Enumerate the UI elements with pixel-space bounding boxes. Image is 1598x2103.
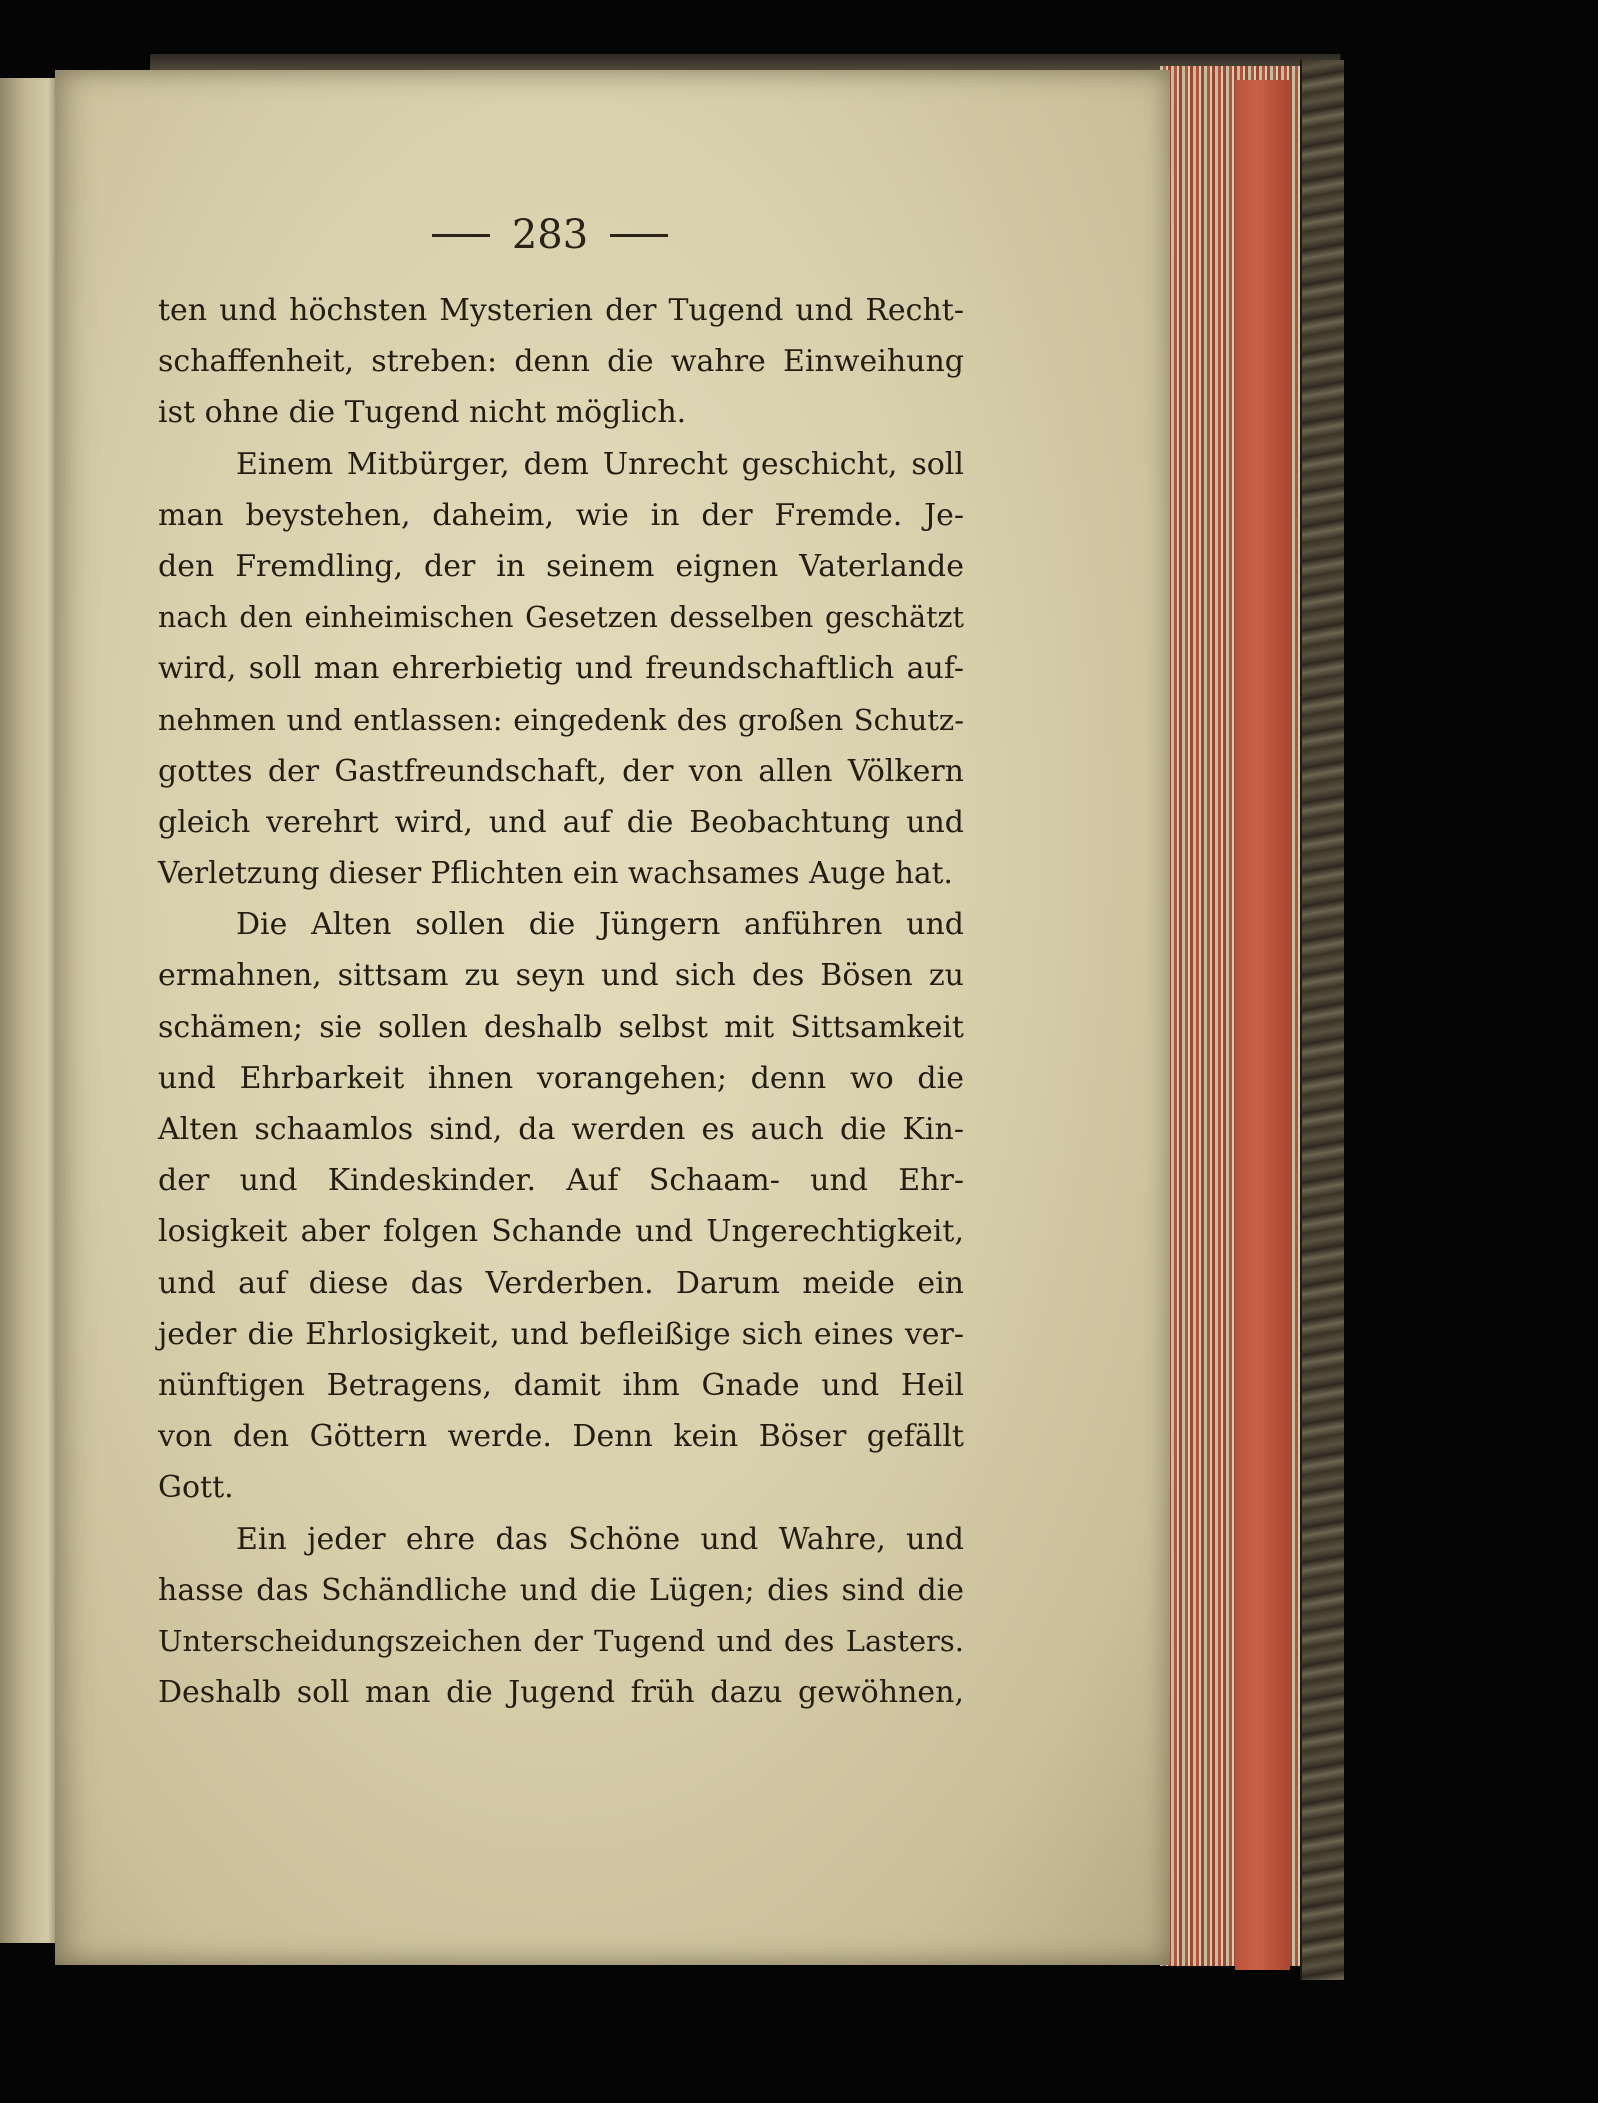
text-line: wird, soll man ehrerbietig und freundschaftlich auf- — [158, 651, 964, 687]
text-line: ist ohne die Tugend nicht möglich. — [158, 395, 687, 431]
header-dash-right — [610, 234, 668, 237]
text-line: Unterscheidungszeichen der Tugend und des Lasters. — [158, 1623, 964, 1658]
text-line: losigkeit aber folgen Schande und Ungerechtigkeit, — [158, 1214, 964, 1250]
page-header — [430, 205, 670, 265]
text-line: ermahnen, sittsam zu seyn und sich des Bösen zu — [158, 958, 964, 994]
text-line: jeder die Ehrlosigkeit, und befleißige sich eines ver- — [158, 1316, 964, 1352]
text-line: Alten schaamlos sind, da werden es auch die Kin- — [158, 1112, 964, 1147]
text-line: Die Alten sollen die Jüngern anführen und — [236, 907, 964, 943]
text-line: ten und höchsten Mysterien der Tugend und Recht- — [158, 293, 964, 328]
marbled-cover-board — [1300, 60, 1344, 1980]
text-line: man beystehen, daheim, wie in der Fremde. Je- — [158, 497, 964, 533]
text-line: hasse das Schändliche und die Lügen; dies sind die — [158, 1572, 964, 1608]
text-line: nehmen und entlassen: eingedenk des großen Schutz- — [158, 702, 964, 737]
text-line: schämen; sie sollen deshalb selbst mit Sittsamkeit — [158, 1009, 964, 1045]
text-line: schaffenheit, streben: denn die wahre Einweihung — [158, 344, 964, 380]
header-dash-left — [432, 234, 490, 237]
text-line: und auf diese das Verderben. Darum meide ein — [158, 1265, 964, 1301]
text-line: der und Kindeskinder. Auf Schaam- und Ehr- — [158, 1163, 964, 1199]
text-line: Einem Mitbürger, dem Unrecht geschicht, soll — [236, 446, 964, 482]
text-line: Ein jeder ehre das Schöne und Wahre, und — [236, 1521, 964, 1557]
text-line: gleich verehrt wird, und auf die Beobachtung und — [158, 804, 964, 840]
body-text — [158, 285, 964, 1718]
text-line: den Fremdling, der in seinem eignen Vaterlande — [158, 548, 964, 584]
text-line: gottes der Gastfreundschaft, der von allen Völkern — [158, 753, 964, 789]
text-line: Verletzung dieser Pflichten ein wachsames Auge hat. — [158, 856, 953, 891]
text-line: von den Göttern werde. Denn kein Böser gefällt — [158, 1419, 964, 1455]
page-number: 283 — [511, 212, 589, 258]
text-line: nach den einheimischen Gesetzen desselben geschätzt — [158, 601, 964, 635]
red-page-edges — [1235, 80, 1290, 1970]
text-line: und Ehrbarkeit ihnen vorangehen; denn wo die — [158, 1060, 964, 1096]
text-line: Deshalb soll man die Jugend früh dazu gewöhnen, — [158, 1675, 964, 1711]
text-line: nünftigen Betragens, damit ihm Gnade und Heil — [158, 1367, 964, 1403]
text-line: Gott. — [158, 1470, 234, 1506]
